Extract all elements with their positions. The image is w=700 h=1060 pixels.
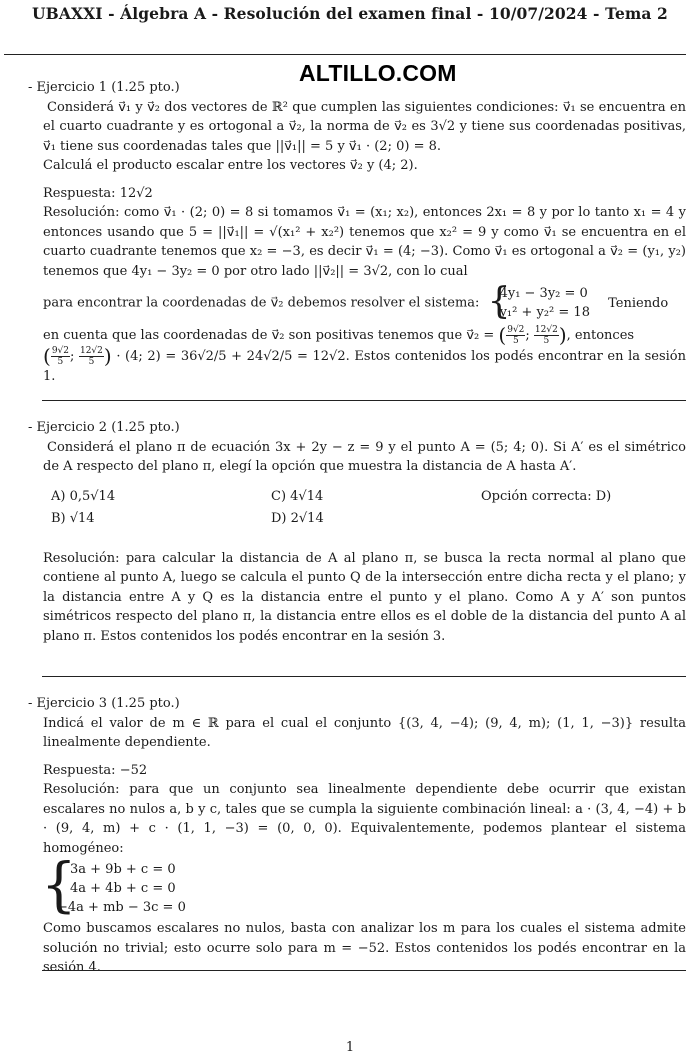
exercise-1-resolution-1: Resolución: como v⃗₁ · (2; 0) = 8 si tomamos v⃗₁ = (x₁; x₂), entonces 2x₁ = 8 y por lo tanto x₁ = 4 y entonces usando que 5 = ||v⃗₁|| = √(x₁² + x₂²) tenemos que x₂² = 9 y como v⃗₁ se encuentra en el cuarto cuadrante tenemos que x₂ = −3, es decir v⃗₁ = (4; −3). Como v⃗₁ es ortogonal a v⃗₂ = (y₁, y₂) tenemos que 4y₁ − 3y₂ = 0 por otro lado ||v⃗₂|| = 3√2, con lo cual — [43, 205, 686, 279]
option-a: A) 0,5√14 — [51, 488, 116, 504]
exercise-3-statement: Indicá el valor de m ∈ ℝ para el cual el conjunto {(3, 4, −4); (9, 4, m); (1, 1, −3)} resulta linealmente dependiente. — [43, 715, 686, 750]
header-divider — [4, 54, 686, 55]
divider-2 — [42, 676, 686, 677]
exercise-1-statement: Considerá v⃗₁ y v⃗₂ dos vectores de ℝ² que cumplen las siguientes condiciones: v⃗₁ se encuentra en el cuarto cuadrante y es ortogonal a v⃗₂, la norma de v⃗₂ es 3√2 y tiene sus coordenadas positivas, v⃗₁ tiene sus coordenadas tales que ||v⃗₁|| = 5 y v⃗₁ · (2; 0) = 8. — [43, 99, 686, 154]
exercise-1-system: { 4y₁ − 3y₂ = 0 y₁² + y₂² = 18 — [487, 281, 590, 322]
correct-option: Opción correcta: D) — [481, 488, 612, 504]
exercise-1 — [28, 78, 686, 387]
exercise-1-resolution-4: ( $\frac{9√2}{5}$ ; $\frac{12√2}{5}$ ) · (4; 2) = 36√2/5 + 24√2/5 = 12√2. Estos contenidos los podés encontrar en la sesión 1. — [43, 343, 686, 384]
exercise-3 — [28, 694, 686, 978]
divider-1 — [42, 400, 686, 401]
exercise-2-statement: Considerá el plano π de ecuación 3x + 2y − z = 9 y el punto A = (5; 4; 0). Si A′ es el simétrico de A respecto del plano π, elegí la opción que muestra la distancia de A hasta A′. — [43, 439, 686, 474]
page-number: 1 — [345, 1040, 355, 1055]
option-d: D) 2√14 — [271, 510, 324, 526]
exercise-2-options — [43, 483, 686, 529]
exercise-3-title: - Ejercicio 3 (1.25 pto.) — [28, 696, 180, 711]
exercise-2-title: - Ejercicio 2 (1.25 pto.) — [28, 420, 180, 435]
divider-3 — [42, 970, 686, 971]
exercise-3-system: { 3a + 9b + c = 0 4a + 4b + c = 0 −4a + mb − 3c = 0 — [41, 851, 186, 920]
option-c: C) 4√14 — [271, 488, 324, 504]
option-b: B) √14 — [51, 510, 95, 526]
page-header: UBAXXI - Álgebra A - Resolución del examen final - 10/07/2024 - Tema 2 — [32, 4, 668, 23]
exercise-1-resolution-2: para encontrar la coordenadas de v⃗₂ debemos resolver el sistema: { 4y₁ − 3y₂ = 0 y₁² + y₂² = 18 Teniendo — [43, 281, 669, 322]
exercise-1-resolution-3: en cuenta que las coordenadas de v⃗₂ son positivas tenemos que v⃗₂ = ( $\frac{9√2}{5}$ ; $\frac{12√2}{5}$ ), entonces — [43, 322, 635, 347]
exercise-2 — [28, 418, 686, 646]
exercise-1-answer: Respuesta: 12√2 — [43, 185, 153, 201]
exercise-2-resolution: Resolución: para calcular la distancia de A al plano π, se busca la recta normal al plano que contiene al punto A, luego se calcula el punto Q de la intersección entre dicha recta y el plano; y la distancia entre A y Q es la distancia entre el punto y el plano. Como A y A′ son puntos simétricos respecto del plano π, la distancia entre ellos es el doble de la distancia del punto A al plano π. Estos contenidos los podés encontrar en la sesión 3. — [43, 550, 686, 644]
exercise-3-resolution-1: Resolución: para que un conjunto sea linealmente dependiente debe ocurrir que existan escalares no nulos a, b y c, tales que se cumpla la siguiente combinación lineal: a · (3, 4, −4) + b · (9, 4, m) + c · (1, 1, −3) = (0, 0, 0). Equivalentemente, podemos plantear el sistema homogéneo: — [43, 782, 686, 856]
exercise-3-answer: Respuesta: −52 — [43, 762, 148, 778]
exercise-3-resolution-2: Como buscamos escalares no nulos, basta con analizar los m para los cuales el sistema admite solución no trivial; esto ocurre solo para m = −52. Estos contenidos los podés encontrar en la sesión 4. — [43, 921, 686, 975]
exercise-1-question: Calculá el producto escalar entre los vectores v⃗₂ y (4; 2). — [43, 158, 418, 173]
exercise-1-title: - Ejercicio 1 (1.25 pto.) — [28, 80, 180, 95]
watermark-logo: ALTILLO.COM — [299, 60, 457, 86]
